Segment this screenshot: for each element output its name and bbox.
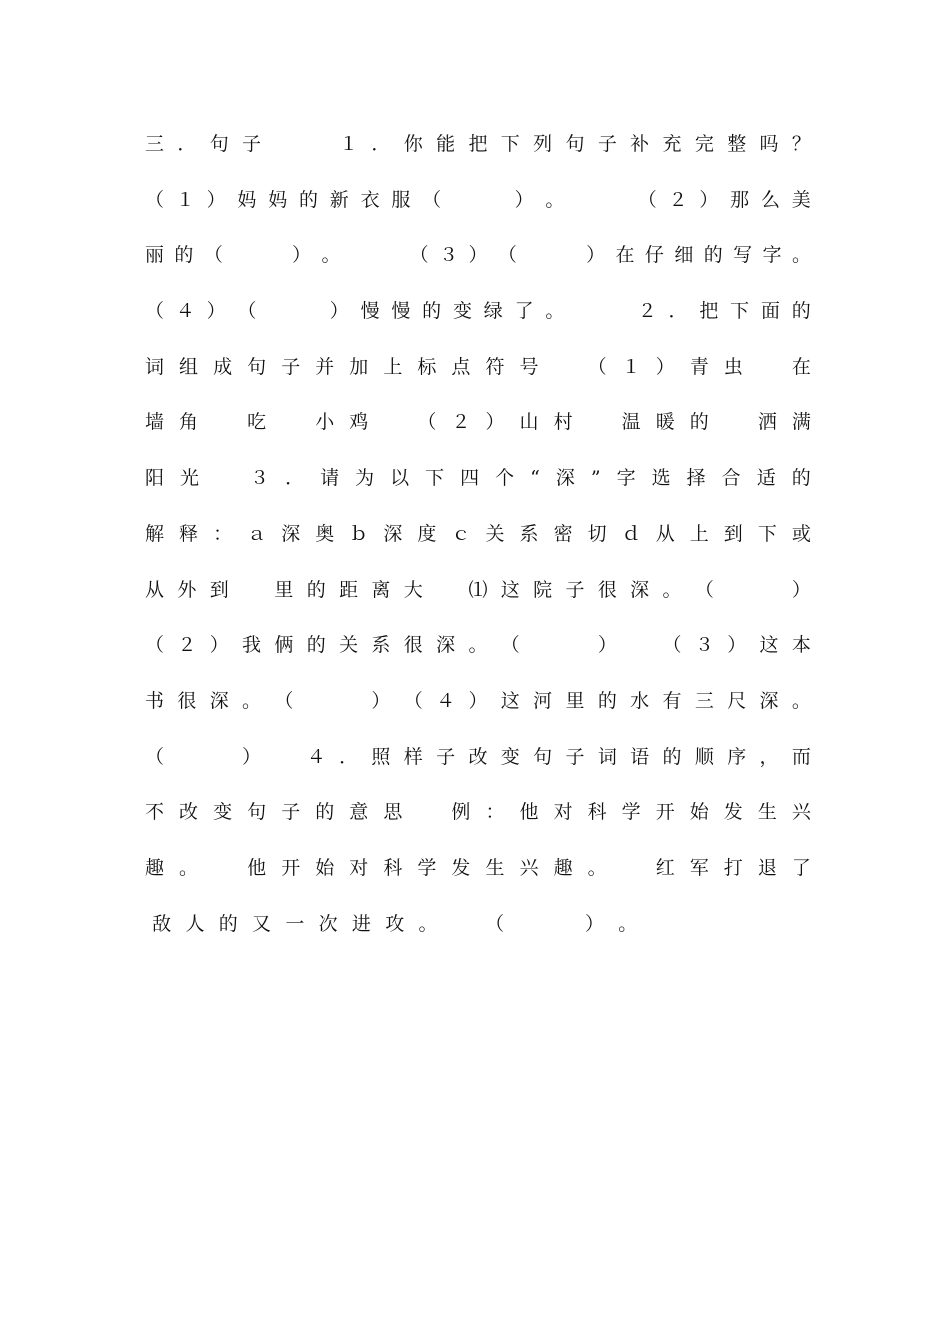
text-line: 书 很 深 。 （ ） （ ４ ） 这 河 里 的 水 有 三 尺 深 。 xyxy=(145,689,811,712)
text-line: 丽 的 （ ） 。 （ ３ ） （ ） 在 仔 细 的 写 字 。 xyxy=(145,244,811,267)
text-line: （ ） ４ ． 照 样 子 改 变 句 子 词 语 的 顺 序 ， 而 xyxy=(145,745,811,768)
text-line: （ １ ） 妈 妈 的 新 衣 服 （ ） 。 （ ２ ） 那 么 美 xyxy=(145,188,811,211)
text-line: 解 释 ： ａ 深 奥 ｂ 深 度 ｃ 关 系 密 切 ｄ 从 上 到 下 或 xyxy=(145,522,811,545)
exercise-text xyxy=(145,126,811,961)
text-line: 词 组 成 句 子 并 加 上 标 点 符 号 （ １ ） 青 虫 在 xyxy=(145,355,811,378)
text-line: （ ４ ） （ ） 慢 慢 的 变 绿 了 。 ２ ． 把 下 面 的 xyxy=(145,300,811,323)
text-line: 趣 。 他 开 始 对 科 学 发 生 兴 趣 。 红 军 打 退 了 xyxy=(145,856,811,879)
text-line: 从 外 到 里 的 距 离 大 ⑴ 这 院 子 很 深 。 （ ） xyxy=(145,578,811,601)
text-line: 敌 人 的 又 一 次 进 攻 。 （ ） 。 xyxy=(152,912,638,935)
text-line: 墙 角 吃 小 鸡 （ ２ ） 山 村 温 暖 的 洒 满 xyxy=(145,411,811,434)
text-line: 三 ． 句 子 １ ． 你 能 把 下 列 句 子 补 充 完 整 吗 ？ xyxy=(145,133,811,155)
text-line: 阳 光 ３ ． 请 为 以 下 四 个 “ 深 ” 字 选 择 合 适 的 xyxy=(145,467,811,490)
text-line: （ ２ ） 我 俩 的 关 系 很 深 。 （ ） （ ３ ） 这 本 xyxy=(145,634,811,657)
text-line: 不 改 变 句 子 的 意 思 例 ： 他 对 科 学 开 始 发 生 兴 xyxy=(145,801,811,824)
